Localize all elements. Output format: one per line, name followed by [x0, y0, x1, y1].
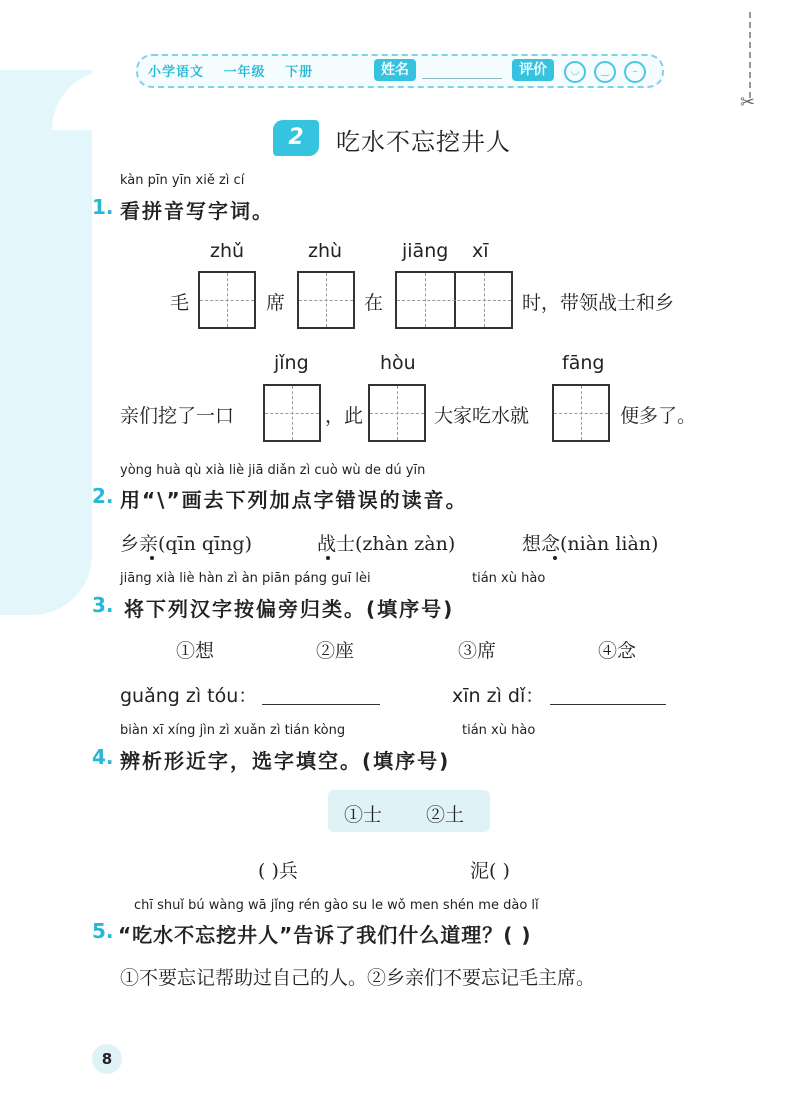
sentence-part-1: 亲们挖了一口 [120, 405, 235, 427]
q3-option-2: ②座 [316, 640, 355, 662]
side-decoration [0, 70, 92, 615]
write-box-hou[interactable] [368, 384, 426, 442]
q2-text: 用“\”画去下列加点字错误的读音。 [120, 488, 468, 512]
write-box-zhu4[interactable] [297, 271, 355, 329]
q3-option-1: ①想 [176, 640, 215, 662]
q3-category-2: xīn zì dǐ： [452, 685, 545, 707]
emphasis-dot [326, 556, 330, 560]
char-zai: 在 [364, 292, 384, 314]
q4-text: 辨析形近字，选字填空。(填序号) [120, 749, 451, 773]
subject: 小学语文 [148, 65, 205, 80]
sentence-part-2: ，此 [325, 405, 364, 427]
q3-pinyin: jiāng xià liè hàn zì àn piān páng guī lèi [120, 571, 371, 586]
name-field[interactable] [422, 78, 502, 79]
q4-option-1: ①士 [344, 804, 383, 826]
q4-pinyin-2: tián xù hào [462, 723, 536, 738]
q3-number: 3. [92, 593, 114, 617]
q3-answer-line-2[interactable] [550, 704, 666, 705]
q3-answer-line-1[interactable] [262, 704, 380, 705]
q1-text: 看拼音写字词。 [120, 199, 274, 223]
page-number: 8 [92, 1044, 122, 1074]
pinyin-zhu3: zhǔ [210, 240, 245, 262]
pinyin-fang: fāng [562, 352, 605, 374]
q4-option-box [328, 790, 490, 832]
eval-label: 评价 [512, 59, 554, 81]
sentence-tail-1: 时，带领战士和乡 [522, 292, 675, 314]
q1-pinyin: kàn pīn yīn xiě zì cí [120, 173, 245, 188]
q2-pinyin: yòng huà qù xià liè jiā diǎn zì cuò wù de dú yīn [120, 463, 426, 478]
q4-blank-1[interactable]: ( )兵 [258, 860, 298, 882]
sentence-part-3: 大家吃水就 [434, 405, 530, 427]
emphasis-dot [150, 556, 154, 560]
q5-pinyin: chī shuǐ bú wàng wā jǐng rén gào su le wǒ men shén me dào lǐ [134, 898, 539, 913]
q2-item-3: 想念(niàn liàn) [522, 533, 659, 555]
name-label: 姓名 [374, 59, 416, 81]
q5-choices: ①不要忘记帮助过自己的人。②乡亲们不要忘记毛主席。 [120, 967, 596, 989]
pinyin-zhu4: zhù [308, 240, 343, 262]
q4-blank-2[interactable]: 泥( ) [470, 860, 510, 882]
q5-number: 5. [92, 919, 114, 943]
plain-face-icon[interactable]: – [624, 61, 646, 83]
lesson-title: 吃水不忘挖井人 [336, 128, 511, 156]
q4-pinyin: biàn xī xíng jìn zì xuǎn zì tián kòng [120, 723, 346, 738]
q5-text: “吃水不忘挖井人”告诉了我们什么道理？( ) [118, 923, 532, 947]
q2-number: 2. [92, 484, 114, 508]
q3-option-4: ④念 [598, 640, 637, 662]
neutral-face-icon[interactable]: ‿ [594, 61, 616, 83]
term: 下册 [285, 65, 314, 80]
emphasis-dot [553, 556, 557, 560]
cut-line [749, 12, 751, 98]
char-mao: 毛 [170, 292, 190, 314]
q1-number: 1. [92, 195, 114, 219]
smile-face-icon[interactable]: ◡ [564, 61, 586, 83]
q3-pinyin-2: tián xù hào [472, 571, 546, 586]
grade: 一年级 [223, 65, 266, 80]
lesson-number: 2 [273, 120, 319, 156]
pinyin-jing: jǐng [274, 352, 309, 374]
write-box-jiangxi[interactable] [395, 271, 513, 329]
write-box-jing[interactable] [263, 384, 321, 442]
page-header [136, 54, 664, 88]
q3-option-3: ③席 [458, 640, 497, 662]
pinyin-hou: hòu [380, 352, 416, 374]
char-xi: 席 [266, 292, 286, 314]
write-box-fang[interactable] [552, 384, 610, 442]
scissors-icon: ✂ [740, 92, 756, 113]
sentence-part-4: 便多了。 [620, 405, 697, 427]
q4-number: 4. [92, 745, 114, 769]
q2-item-2: 战士(zhàn zàn) [317, 533, 456, 555]
write-box-zhu3[interactable] [198, 271, 256, 329]
q4-option-2: ②土 [426, 804, 465, 826]
q3-category-1: guǎng zì tóu： [120, 685, 258, 707]
pinyin-xi: xī [472, 240, 489, 262]
pinyin-jiang: jiāng [402, 240, 449, 262]
course-info [148, 61, 327, 80]
q2-item-1: 乡亲(qīn qīng) [120, 533, 252, 555]
q3-text: 将下列汉字按偏旁归类。(填序号) [124, 597, 455, 621]
